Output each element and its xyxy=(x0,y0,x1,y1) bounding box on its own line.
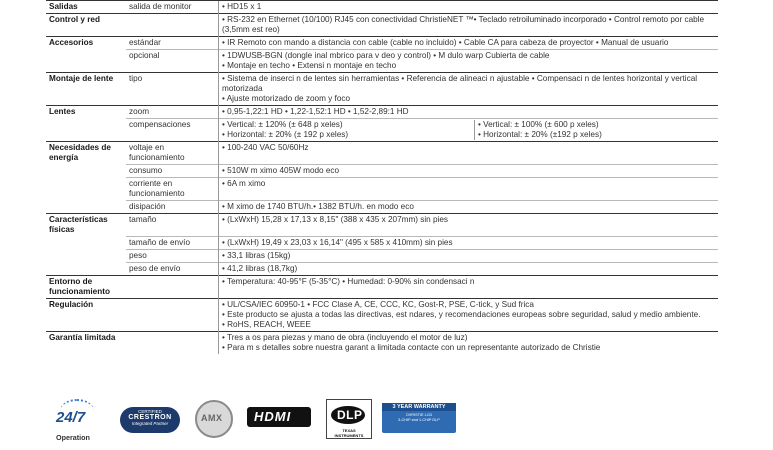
spec-value-right: • Vertical: ± 100% (± 600 p xeles) • Horizontal: ± 20% (±192 p xeles) xyxy=(474,120,668,140)
spec-value: • Sistema de inserci n de lentes sin herramientas • Referencia de alineaci n ajustable • Compensaci n de lentes horizontal y vertical motorizada • Ajuste motorizado de zoom y foco xyxy=(219,73,719,106)
spec-row xyxy=(46,178,718,201)
spec-value: • UL/CSA/IEC 60950-1 • FCC Clase A, CE, CCC, KC, Gost-R, PSE, C-tick, y Sud frica • Este producto se ajusta a todas las directivas, est ndares, y recomendaciones europeas sobre seguridad, salud y medio ambiente. • RoHS, REACH, WEEE xyxy=(219,298,719,331)
spec-row xyxy=(46,37,718,50)
spec-category: Control y red xyxy=(46,14,126,37)
spec-row xyxy=(46,236,718,249)
spec-subcategory: peso de envío xyxy=(126,262,219,275)
spec-row xyxy=(46,50,718,73)
spec-value: • 510W m ximo 405W modo eco xyxy=(219,165,719,178)
dlp-logo: DLP TEXAS INSTRUMENTS xyxy=(326,399,372,439)
spec-category xyxy=(46,236,126,249)
hdmi-logo: HDMI xyxy=(247,407,311,427)
spec-value: • Temperatura: 40-95°F (5-35°C) • Humedad: 0-90% sin condensaci n xyxy=(219,275,719,298)
spec-value: • 0,95-1,22:1 HD • 1,22-1,52:1 HD • 1,52-2,89:1 HD xyxy=(219,106,719,119)
spec-subcategory: disipación xyxy=(126,201,219,214)
spec-category xyxy=(46,165,126,178)
spec-row xyxy=(46,214,718,237)
amx-logo: AMX xyxy=(195,400,233,438)
spec-row xyxy=(46,73,718,106)
spec-category xyxy=(46,119,126,142)
spec-value: • 41,2 libras (18,7kg) xyxy=(219,262,719,275)
spec-category: Garantía limitada xyxy=(46,331,126,354)
spec-value: • RS-232 en Ethernet (10/100) RJ45 con conectividad ChristieNET ™• Teclado retroiluminado incorporado • Control remoto por cable (3,5mm est reo) xyxy=(219,14,719,37)
spec-category: Características físicas xyxy=(46,214,126,237)
spec-value: • M ximo de 1740 BTU/h.• 1382 BTU/h. en modo eco xyxy=(219,201,719,214)
spec-value: • 6A m ximo xyxy=(219,178,719,201)
spec-category: Montaje de lente xyxy=(46,73,126,106)
spec-subcategory: tamaño xyxy=(126,214,219,237)
spec-row xyxy=(46,275,718,298)
spec-row xyxy=(46,106,718,119)
certification-logos xyxy=(0,393,773,443)
spec-value: • (LxWxH) 15,28 x 17,13 x 8,15" (388 x 435 x 207mm) sin pies xyxy=(219,214,719,237)
spec-category: Necesidades de energía xyxy=(46,142,126,165)
spec-subcategory: compensaciones xyxy=(126,119,219,142)
spec-value-left: • Vertical: ± 120% (± 648 p xeles) • Horizontal: ± 20% (± 192 p xeles) xyxy=(222,120,349,139)
spec-row xyxy=(46,298,718,331)
spec-value: • (LxWxH) 19,49 x 23,03 x 16,14" (495 x 585 x 410mm) sin pies xyxy=(219,236,719,249)
spec-row xyxy=(46,14,718,37)
spec-subcategory: voltaje en funcionamiento xyxy=(126,142,219,165)
spec-category: Lentes xyxy=(46,106,126,119)
spec-row xyxy=(46,262,718,275)
spec-row xyxy=(46,201,718,214)
spec-category xyxy=(46,178,126,201)
spec-category: Accesorios xyxy=(46,37,126,50)
spec-subcategory: corriente en funcionamiento xyxy=(126,178,219,201)
spec-row xyxy=(46,165,718,178)
spec-subcategory: tamaño de envío xyxy=(126,236,219,249)
spec-table xyxy=(46,0,718,354)
spec-subcategory: peso xyxy=(126,249,219,262)
spec-subcategory xyxy=(126,14,219,37)
spec-row xyxy=(46,119,718,142)
spec-value: • HD15 x 1 xyxy=(219,1,719,14)
spec-category: Entorno de funcionamiento xyxy=(46,275,126,298)
spec-row xyxy=(46,331,718,354)
spec-subcategory: consumo xyxy=(126,165,219,178)
spec-subcategory: tipo xyxy=(126,73,219,106)
crestron-logo: CERTIFIED CRESTRON Integrated Partner xyxy=(120,407,180,433)
spec-value: • Tres a os para piezas y mano de obra (incluyendo el motor de luz) • Para m s detalles sobre nuestra garant a limitada contacte con un representante autorizado de Christie xyxy=(219,331,719,354)
spec-subcategory xyxy=(126,275,219,298)
spec-subcategory: opcional xyxy=(126,50,219,73)
spec-value: • 100-240 VAC 50/60Hz xyxy=(219,142,719,165)
spec-value: • IR Remoto con mando a distancia con cable (cable no incluido) • Cable CA para cabeza de proyector • Manual de usuario xyxy=(219,37,719,50)
spec-subcategory: salida de monitor xyxy=(126,1,219,14)
spec-subcategory xyxy=(126,331,219,354)
spec-value: • 1DWUSB-BGN (dongle inal mbrico para v deo y control) • M dulo warp Cubierta de cable • Montaje en techo • Extensi n montaje en techo xyxy=(219,50,719,73)
spec-row xyxy=(46,142,718,165)
spec-value: • 33,1 libras (15kg) xyxy=(219,249,719,262)
spec-category: Salidas xyxy=(46,1,126,14)
spec-value xyxy=(219,119,719,142)
spec-row xyxy=(46,249,718,262)
spec-category xyxy=(46,50,126,73)
warranty-badge: 3 YEAR WARRANTY CHRISTIE LCD 3-CHIP and 1-CHIP DLP xyxy=(382,403,456,433)
spec-subcategory: zoom xyxy=(126,106,219,119)
spec-subcategory xyxy=(126,298,219,331)
spec-category xyxy=(46,249,126,262)
service-hours: 24/7 xyxy=(56,409,86,426)
spec-category xyxy=(46,201,126,214)
spec-subcategory: estándar xyxy=(126,37,219,50)
spec-category: Regulación xyxy=(46,298,126,331)
spec-row xyxy=(46,1,718,14)
service-24-7-logo xyxy=(50,399,100,441)
spec-category xyxy=(46,262,126,275)
service-label: Operation xyxy=(56,433,90,442)
